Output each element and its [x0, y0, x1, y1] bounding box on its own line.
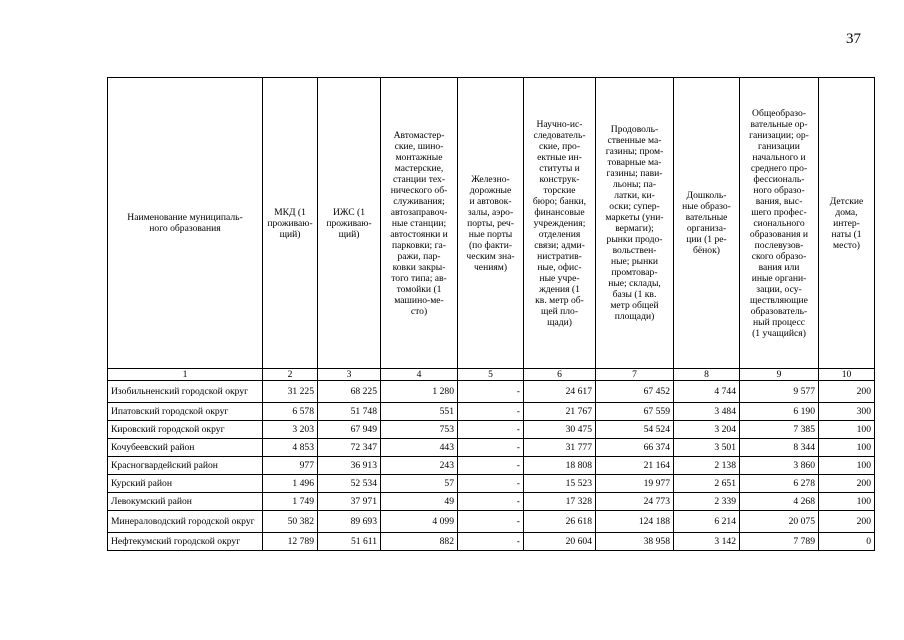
value-cell: 31 777	[524, 439, 596, 457]
header-cell: МКД (1 проживаю- щий)	[263, 78, 318, 369]
table-row	[108, 475, 875, 493]
value-cell: 67 949	[318, 421, 381, 439]
header-row	[108, 78, 875, 369]
header-cell: Автомастер- ские, шино- монтажные мастерские, станции тех- нического об- служивания; автозаправоч- ные станции; автостоянки и парковки; га- ражи, пар- ковки закры- того типа; ав- томойки (1 машино-ме- сто)	[381, 78, 458, 369]
value-cell: 1 749	[263, 493, 318, 511]
value-cell: 882	[381, 533, 458, 551]
value-cell: -	[458, 381, 524, 403]
value-cell: -	[458, 493, 524, 511]
value-cell: 1 496	[263, 475, 318, 493]
value-cell: 100	[819, 439, 875, 457]
value-cell: 31 225	[263, 381, 318, 403]
value-cell: 243	[381, 457, 458, 475]
value-cell: 100	[819, 457, 875, 475]
value-cell: 6 190	[740, 403, 819, 421]
header-cell: ИЖС (1 проживаю- щий)	[318, 78, 381, 369]
value-cell: 2 138	[674, 457, 740, 475]
value-cell: 200	[819, 381, 875, 403]
value-cell: 3 501	[674, 439, 740, 457]
value-cell: 1 280	[381, 381, 458, 403]
column-number: 6	[524, 369, 596, 381]
value-cell: 300	[819, 403, 875, 421]
header-cell: Железно- дорожные и автовок- залы, аэро- порты, реч- ные порты (по факти- ческим зна- чениям)	[458, 78, 524, 369]
column-number: 8	[674, 369, 740, 381]
value-cell: 124 188	[596, 511, 674, 533]
table-row	[108, 457, 875, 475]
municipality-name-cell: Красногвардейский район	[108, 457, 263, 475]
value-cell: 24 617	[524, 381, 596, 403]
value-cell: 6 214	[674, 511, 740, 533]
value-cell: 21 164	[596, 457, 674, 475]
value-cell: 30 475	[524, 421, 596, 439]
value-cell: 753	[381, 421, 458, 439]
table-body	[108, 381, 875, 551]
value-cell: 67 559	[596, 403, 674, 421]
header-cell: Общеобразо- вательные ор- ганизации; ор- ганизации начального и среднего про- фессиональ- ного образо- вания, выс- шего профес- сионального образования и послевузов- ского образо- вания или иные органи- зации, осу- ществляющие образователь- ный процесс (1 учащийся)	[740, 78, 819, 369]
value-cell: 0	[819, 533, 875, 551]
value-cell: 9 577	[740, 381, 819, 403]
value-cell: 51 748	[318, 403, 381, 421]
table-row	[108, 421, 875, 439]
value-cell: 3 203	[263, 421, 318, 439]
column-number: 10	[819, 369, 875, 381]
value-cell: 67 452	[596, 381, 674, 403]
value-cell: 200	[819, 511, 875, 533]
value-cell: 8 344	[740, 439, 819, 457]
value-cell: 66 374	[596, 439, 674, 457]
header-cell: Детские дома, интер- наты (1 место)	[819, 78, 875, 369]
value-cell: 18 808	[524, 457, 596, 475]
value-cell: 50 382	[263, 511, 318, 533]
value-cell: -	[458, 439, 524, 457]
column-number: 5	[458, 369, 524, 381]
value-cell: 3 860	[740, 457, 819, 475]
value-cell: 100	[819, 493, 875, 511]
value-cell: 49	[381, 493, 458, 511]
header-cell: Продоволь- ственные ма- газины; пром- товарные ма- газины; пави- льоны; па- латки, ки- оски; супер- маркеты (уни- вермаги); рынки продо- вольствен- ные; рынки промтовар- ные; склады, базы (1 кв. метр общей площади)	[596, 78, 674, 369]
column-number: 1	[108, 369, 263, 381]
value-cell: 57	[381, 475, 458, 493]
value-cell: 443	[381, 439, 458, 457]
value-cell: 21 767	[524, 403, 596, 421]
municipality-name-cell: Кировский городской округ	[108, 421, 263, 439]
column-number: 4	[381, 369, 458, 381]
column-number-row	[108, 369, 875, 381]
value-cell: 54 524	[596, 421, 674, 439]
column-number: 3	[318, 369, 381, 381]
value-cell: 3 484	[674, 403, 740, 421]
table-row	[108, 493, 875, 511]
value-cell: -	[458, 533, 524, 551]
value-cell: 38 958	[596, 533, 674, 551]
value-cell: 17 328	[524, 493, 596, 511]
value-cell: -	[458, 457, 524, 475]
value-cell: 2 339	[674, 493, 740, 511]
municipality-name-cell: Кочубеевский район	[108, 439, 263, 457]
value-cell: 3 204	[674, 421, 740, 439]
value-cell: -	[458, 475, 524, 493]
value-cell: 26 618	[524, 511, 596, 533]
municipality-name-cell: Минераловодский городской округ	[108, 511, 263, 533]
value-cell: 4 268	[740, 493, 819, 511]
value-cell: 52 534	[318, 475, 381, 493]
municipality-name-cell: Курский район	[108, 475, 263, 493]
value-cell: 20 604	[524, 533, 596, 551]
data-table	[107, 77, 875, 551]
value-cell: 37 971	[318, 493, 381, 511]
column-number: 2	[263, 369, 318, 381]
value-cell: 200	[819, 475, 875, 493]
page-number: 37	[846, 31, 861, 47]
municipality-name-cell: Левокумский район	[108, 493, 263, 511]
value-cell: 6 578	[263, 403, 318, 421]
value-cell: 12 789	[263, 533, 318, 551]
column-number: 9	[740, 369, 819, 381]
value-cell: 24 773	[596, 493, 674, 511]
table-row	[108, 533, 875, 551]
value-cell: 15 523	[524, 475, 596, 493]
value-cell: 72 347	[318, 439, 381, 457]
value-cell: 51 611	[318, 533, 381, 551]
municipality-name-cell: Ипатовский городской округ	[108, 403, 263, 421]
value-cell: 20 075	[740, 511, 819, 533]
value-cell: 4 744	[674, 381, 740, 403]
value-cell: 7 385	[740, 421, 819, 439]
value-cell: 36 913	[318, 457, 381, 475]
value-cell: 7 789	[740, 533, 819, 551]
value-cell: -	[458, 511, 524, 533]
value-cell: 19 977	[596, 475, 674, 493]
table-row	[108, 381, 875, 403]
value-cell: 977	[263, 457, 318, 475]
value-cell: -	[458, 421, 524, 439]
value-cell: 4 099	[381, 511, 458, 533]
value-cell: -	[458, 403, 524, 421]
header-cell: Научно-ис- следователь- ские, про- ектные ин- ституты и конструк- торские бюро; банки, финансовые учреждения; отделения связи; адми- нистратив- ные, офис- ные учре- ждения (1 кв. метр об- щей пло- щади)	[524, 78, 596, 369]
value-cell: 100	[819, 421, 875, 439]
header-cell: Дошколь- ные образо- вательные организа- ции (1 ре- бёнок)	[674, 78, 740, 369]
value-cell: 89 693	[318, 511, 381, 533]
municipality-name-cell: Нефтекумский городской округ	[108, 533, 263, 551]
table-row	[108, 403, 875, 421]
header-cell: Наименование муниципаль- ного образования	[108, 78, 263, 369]
table-row	[108, 511, 875, 533]
value-cell: 551	[381, 403, 458, 421]
value-cell: 68 225	[318, 381, 381, 403]
value-cell: 2 651	[674, 475, 740, 493]
value-cell: 3 142	[674, 533, 740, 551]
column-number: 7	[596, 369, 674, 381]
value-cell: 6 278	[740, 475, 819, 493]
value-cell: 4 853	[263, 439, 318, 457]
municipality-name-cell: Изобильненский городской округ	[108, 381, 263, 403]
table-row	[108, 439, 875, 457]
